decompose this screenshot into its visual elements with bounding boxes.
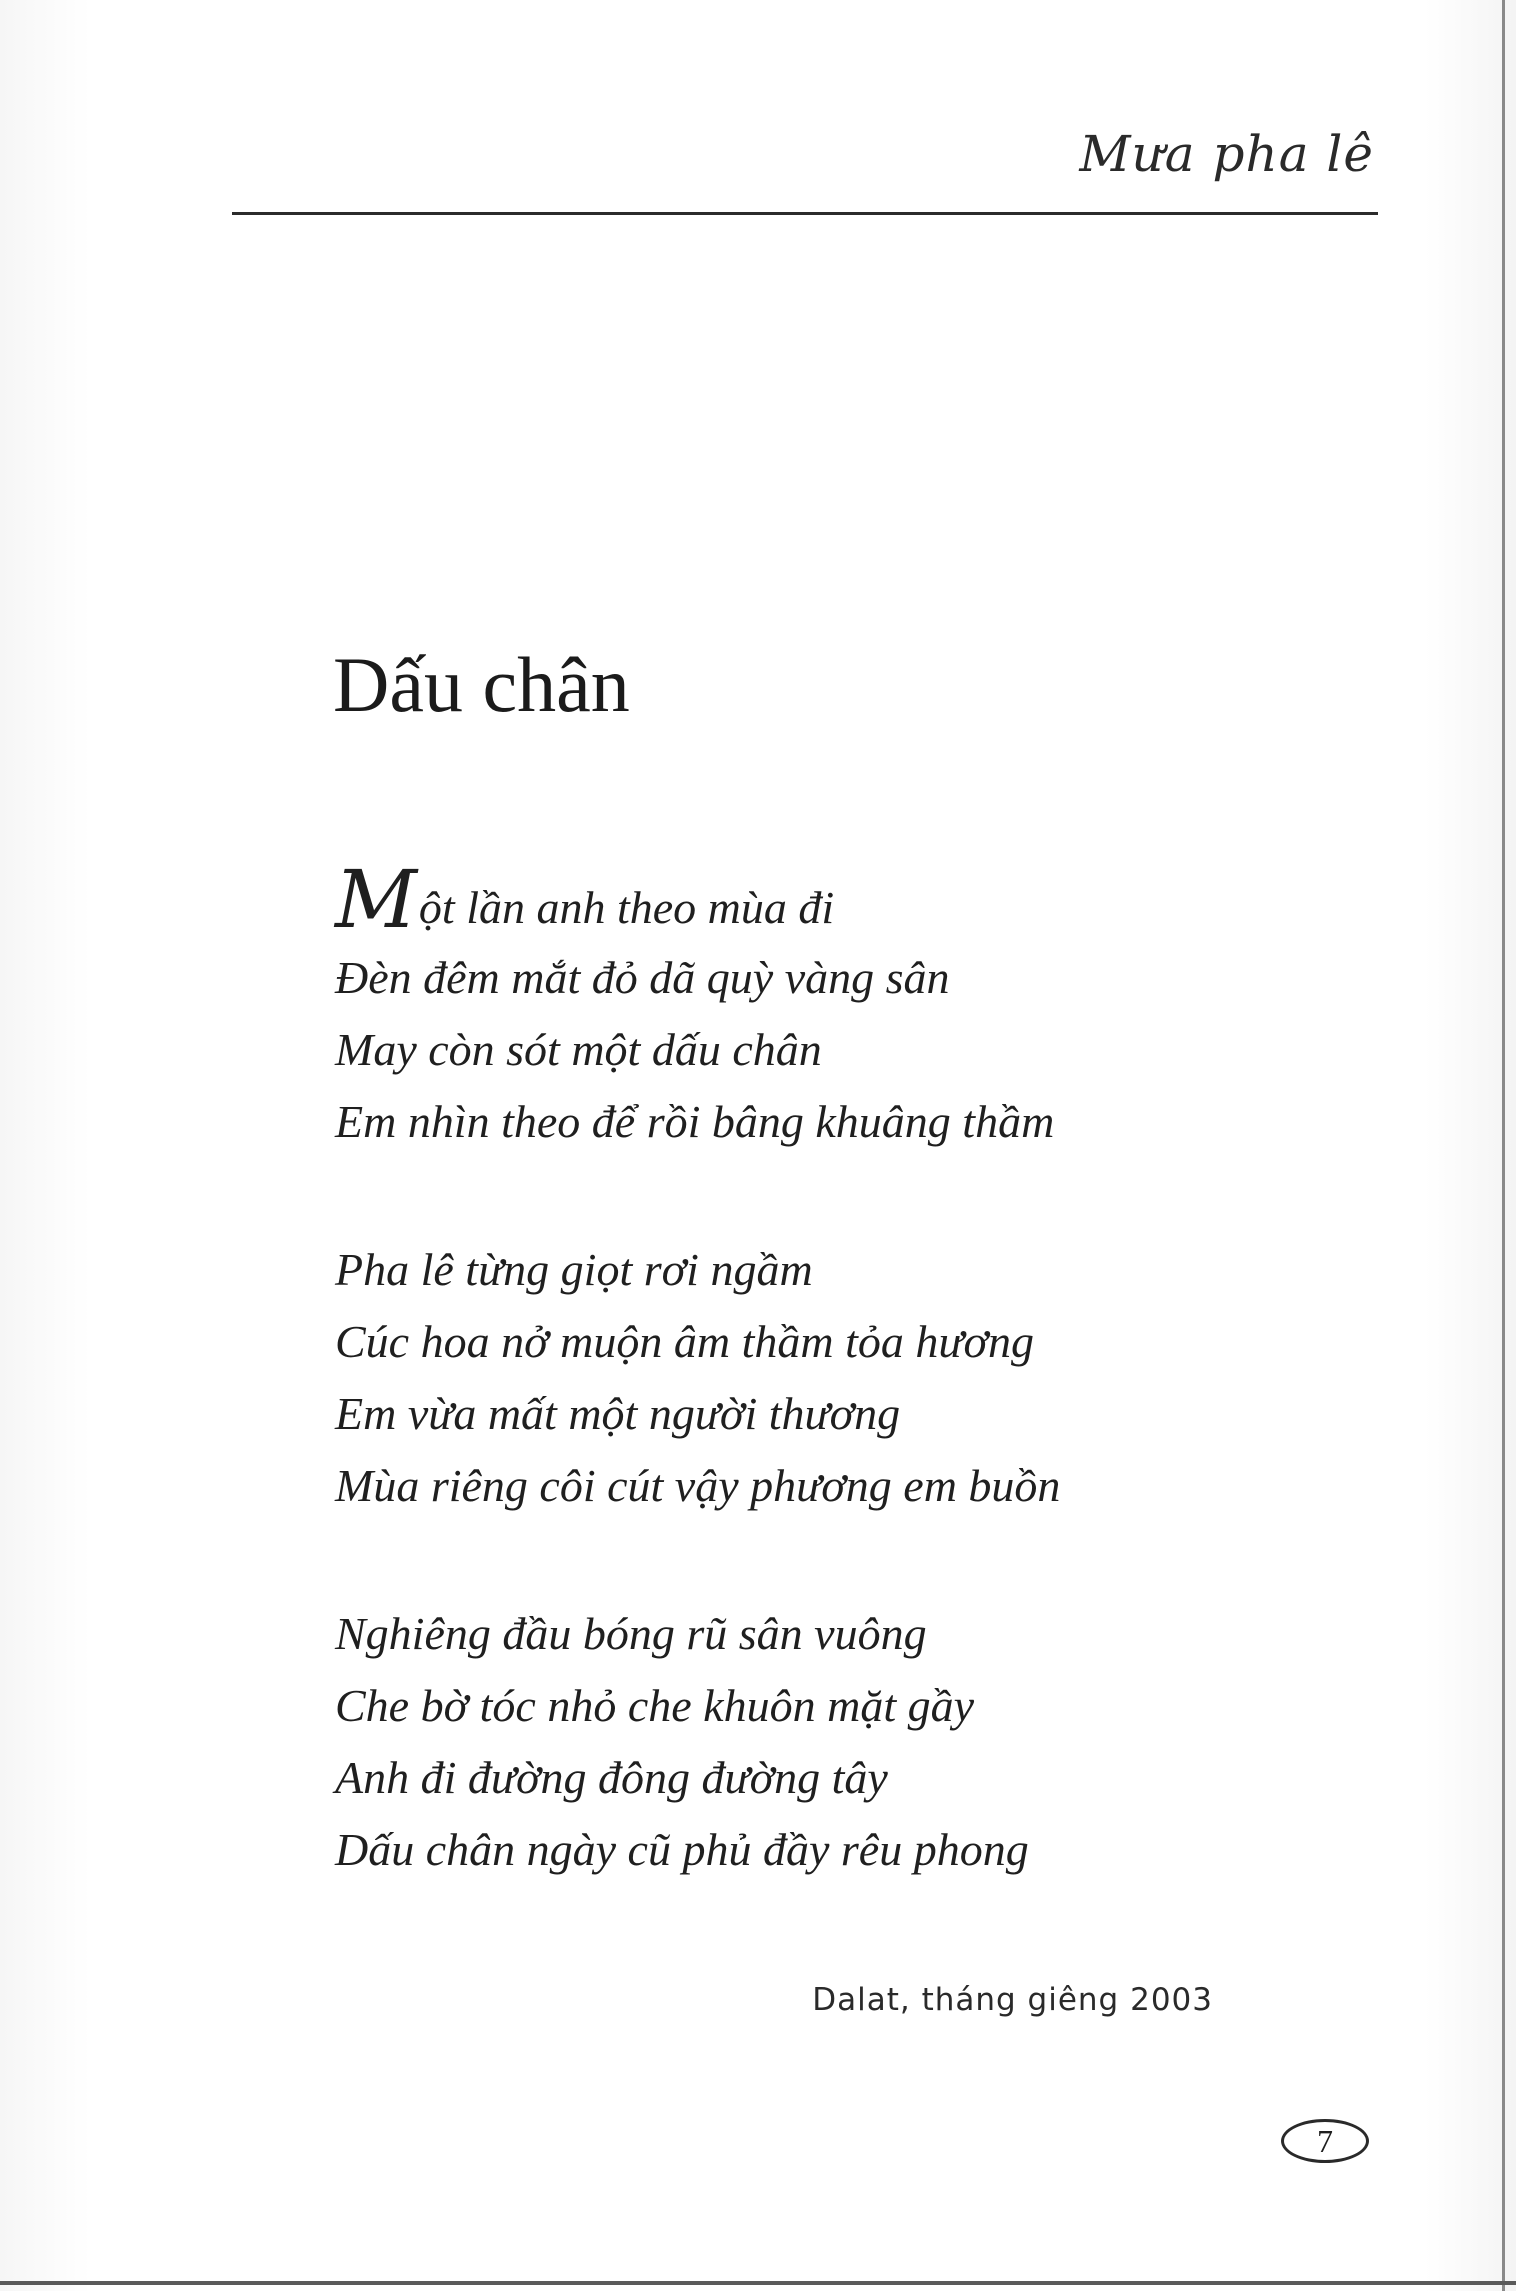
- poem-line: Em nhìn theo để rồi bâng khuâng thầm: [335, 1096, 1055, 1147]
- poem-line: Cúc hoa nở muộn âm thầm tỏa hương: [335, 1316, 1035, 1367]
- stanza-2: [335, 1234, 1235, 1522]
- poem-body: [335, 853, 1235, 1962]
- poem-title: Dấu chân: [333, 641, 630, 728]
- stanza-3: [335, 1598, 1235, 1886]
- page-number: 7: [1281, 2119, 1369, 2163]
- poem-line: Pha lê từng giọt rơi ngầm: [335, 1244, 813, 1295]
- poem-line: Đèn đêm mắt đỏ dã quỳ vàng sân: [335, 952, 950, 1003]
- page-bottom-edge: [0, 2281, 1516, 2285]
- poem-line: Dấu chân ngày cũ phủ đầy rêu phong: [335, 1824, 1029, 1875]
- poem-signature: Dalat, tháng giêng 2003: [812, 1982, 1213, 2018]
- poem-line: [335, 853, 1235, 946]
- poem-line: Che bờ tóc nhỏ che khuôn mặt gầy: [335, 1680, 975, 1731]
- page-edge-shadow: [1502, 0, 1505, 2291]
- poem-line: Mùa riêng côi cút vậy phương em buồn: [335, 1460, 1061, 1511]
- header-rule: [232, 212, 1378, 215]
- running-header-title: Mưa pha lê: [1079, 125, 1374, 183]
- poem-line: Nghiêng đầu bóng rũ sân vuông: [335, 1608, 927, 1659]
- poem-line: Em vừa mất một người thương: [335, 1388, 901, 1439]
- stanza-1: [335, 853, 1235, 1158]
- poem-line: May còn sót một dấu chân: [335, 1024, 822, 1075]
- poem-line-text: ột lần anh theo mùa đi: [418, 882, 835, 933]
- drop-cap: M: [335, 853, 417, 946]
- poem-line: Anh đi đường đông đường tây: [335, 1752, 888, 1803]
